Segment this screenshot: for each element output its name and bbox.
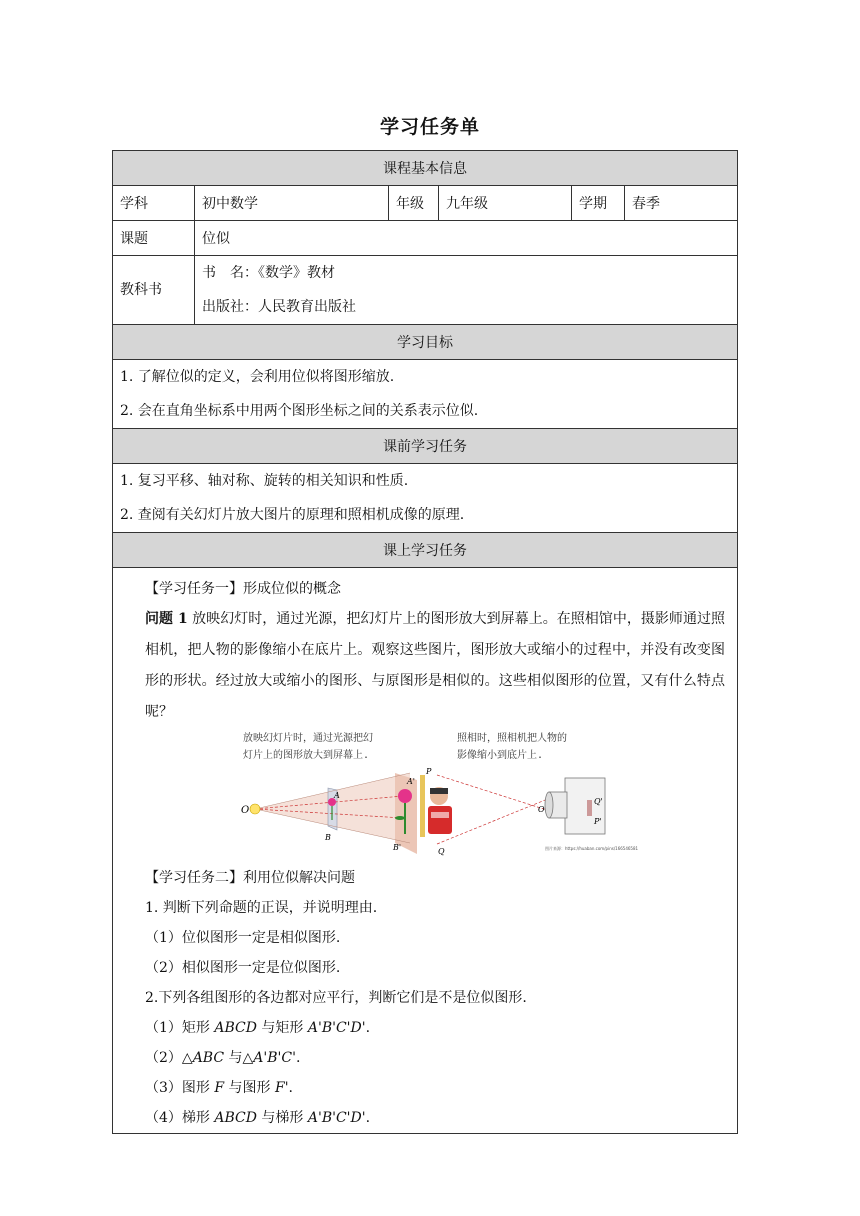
- task-sheet-table: [112, 150, 738, 1134]
- q1-item: （2）相似图形一定是位似图形.: [145, 960, 341, 976]
- section-header-in-class: 课上学习任务: [113, 533, 738, 568]
- task2-heading: 【学习任务二】利用位似解决问题: [145, 870, 355, 886]
- grade-label: 年级: [389, 186, 439, 221]
- caption-left-2: 灯片上的图形放大到屏幕上.: [243, 750, 370, 761]
- publisher-line: 出版社：人民教育出版社: [202, 299, 356, 315]
- topic-value: 位似: [195, 221, 738, 256]
- label-a2: A': [407, 777, 415, 786]
- caption-right-1: 照相时，照相机把人物的: [457, 733, 567, 744]
- pre-tasks-row: [113, 464, 738, 533]
- task1-heading: 【学习任务一】形成位似的概念: [145, 581, 341, 597]
- label-b: B: [325, 833, 331, 842]
- book-line: 书 名：《数学》教材: [202, 265, 335, 281]
- topic-row: [113, 221, 738, 256]
- label-p: P: [426, 767, 432, 776]
- pre-task-item: 2. 查阅有关幻灯片放大图片的原理和照相机成像的原理.: [120, 507, 465, 523]
- projector-diagram: [235, 768, 435, 854]
- question-2: 2.下列各组图形的各边都对应平行，判断它们是不是位似图形.: [145, 990, 527, 1006]
- grade-value: 九年级: [439, 186, 572, 221]
- goals-row: [113, 360, 738, 429]
- label-o2: O: [538, 805, 545, 814]
- subject-value: 初中数学: [195, 186, 389, 221]
- caption-left-1: 放映幻灯片时，通过光源把幻: [243, 733, 373, 744]
- problem-text: 放映幻灯时，通过光源，把幻灯片上的图形放大到屏幕上。在照相馆中，摄影师通过照相机，把人物的影像缩小在底片上。观察这些图片，图形放大或缩小的过程中，并没有改变图形的形状。经过放大或缩小的图形、与原图形是相似的。这些相似图形的位置，又有什么特点呢？: [145, 611, 725, 720]
- q1-item: （1）位似图形一定是相似图形.: [145, 930, 341, 946]
- page-title: 学习任务单: [379, 116, 480, 138]
- projection-figure: [125, 730, 725, 857]
- q2-item: （2）△ABC 与△A'B'C'.: [145, 1050, 301, 1066]
- problem-1: [125, 604, 725, 728]
- goal-item: 2. 会在直角坐标系中用两个图形坐标之间的关系表示位似.: [120, 403, 479, 419]
- section-header-goals: 学习目标: [113, 325, 738, 360]
- image-source: 图片来源：https://huaban.com/pins/166546581: [545, 846, 639, 851]
- camera-diagram: [417, 766, 617, 856]
- info-row: [113, 186, 738, 221]
- term-label: 学期: [572, 186, 625, 221]
- subject-label: 学科: [113, 186, 195, 221]
- pre-task-item: 1. 复习平移、轴对称、旋转的相关知识和性质.: [120, 473, 409, 489]
- label-q: Q: [438, 847, 445, 856]
- label-p2: P': [594, 817, 602, 826]
- problem-label: 问题 1: [145, 611, 188, 627]
- term-value: 春季: [625, 186, 738, 221]
- goal-item: 1. 了解位似的定义，会利用位似将图形缩放.: [120, 369, 395, 385]
- section-header-pre-tasks: 课前学习任务: [113, 429, 738, 464]
- q2-item: （3）图形 F 与图形 F'.: [145, 1080, 293, 1096]
- textbook-label: 教科书: [113, 256, 195, 325]
- question-1: 1. 判断下列命题的正误，并说明理由.: [145, 900, 378, 916]
- textbook-row: [113, 256, 738, 325]
- section-header-basic-info: 课程基本信息: [113, 151, 738, 186]
- label-a: A: [334, 791, 340, 800]
- textbook-value: [195, 256, 738, 325]
- topic-label: 课题: [113, 221, 195, 256]
- q2-item: （4）梯形 ABCD 与梯形 A'B'C'D'.: [145, 1110, 371, 1126]
- q2-item: （1）矩形 ABCD 与矩形 A'B'C'D'.: [145, 1020, 371, 1036]
- label-q2: Q': [594, 797, 603, 806]
- caption-right-2: 影像缩小到底片上.: [457, 750, 544, 761]
- in-class-row: [113, 568, 738, 1134]
- label-b2: B': [393, 843, 402, 852]
- label-o: O: [241, 805, 250, 816]
